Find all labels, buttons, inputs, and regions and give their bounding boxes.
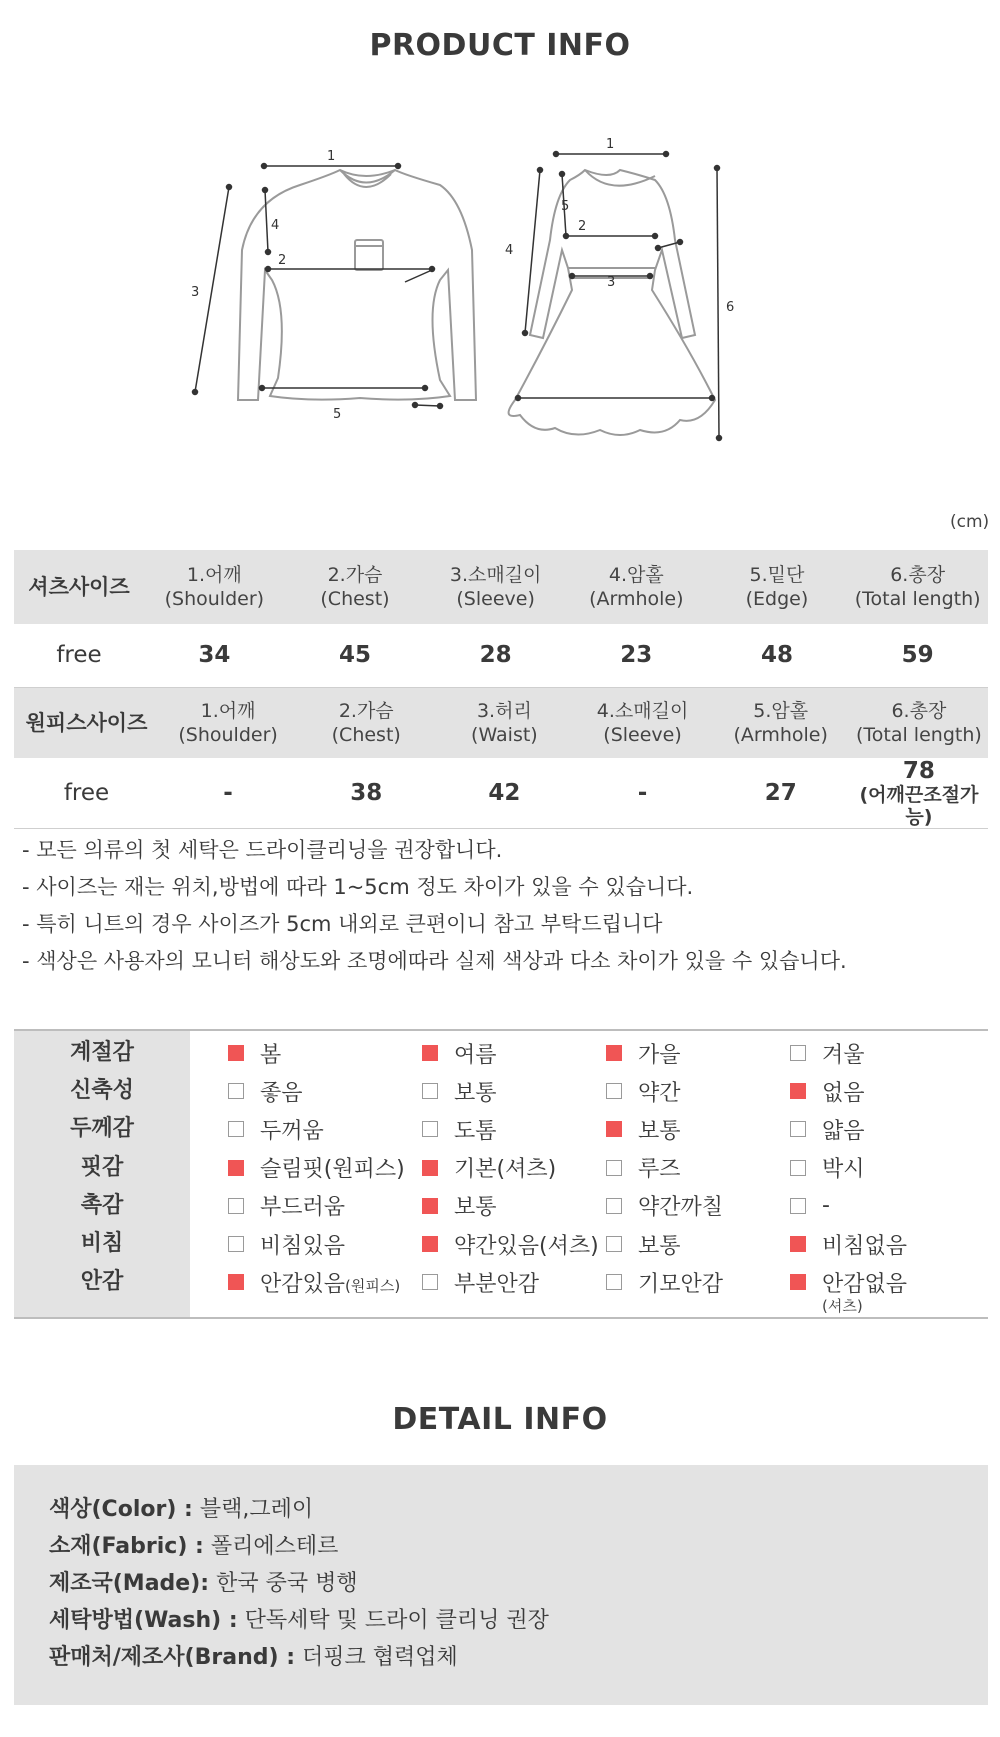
property-row (14, 1187, 988, 1225)
unchecked-box-icon[interactable] (228, 1236, 244, 1252)
shirt-value-edge: 48 (760, 642, 793, 669)
shirt-size-free: free (56, 642, 102, 669)
dress-label-3: 3 (607, 275, 616, 290)
property-option-label: 없음 (822, 1080, 865, 1106)
shirt-header-armhole: 4.암홀 (Armhole) (566, 550, 707, 624)
property-option[interactable] (422, 1225, 599, 1263)
property-option[interactable] (606, 1110, 681, 1148)
property-option[interactable] (790, 1225, 907, 1263)
unchecked-box-icon[interactable] (606, 1236, 622, 1252)
unchecked-box-icon[interactable] (422, 1274, 438, 1290)
property-option[interactable] (606, 1225, 681, 1263)
property-option[interactable] (228, 1149, 405, 1187)
property-option[interactable] (422, 1110, 497, 1148)
property-option[interactable] (422, 1187, 497, 1225)
unchecked-box-icon[interactable] (790, 1045, 806, 1061)
property-row (14, 1110, 988, 1148)
property-option-label: 기본(셔츠) (454, 1157, 557, 1183)
checked-box-icon[interactable] (228, 1160, 244, 1176)
property-option[interactable] (228, 1187, 345, 1225)
dress-header-chest: 2.가슴 (Chest) (297, 688, 435, 758)
property-row (14, 1225, 988, 1263)
property-option-label: 안감있음(원피스) (260, 1271, 401, 1297)
shirt-value-shoulder: 34 (198, 642, 231, 669)
shirt-label-3: 3 (191, 285, 200, 300)
unchecked-box-icon[interactable] (228, 1198, 244, 1214)
property-option-label: 보통 (638, 1233, 681, 1259)
shirt-illustration (238, 170, 476, 400)
property-label: 신축성 (70, 1078, 134, 1104)
checked-box-icon[interactable] (606, 1045, 622, 1061)
checked-box-icon[interactable] (228, 1274, 244, 1290)
dress-strap-note: (어깨끈조절가능) (859, 784, 979, 828)
property-option-label: 안감없음 (822, 1271, 908, 1297)
checked-box-icon[interactable] (422, 1198, 438, 1214)
property-option[interactable] (228, 1110, 324, 1148)
detail-brand: 판매처/제조사(Brand) : 더핑크 협력업체 (49, 1645, 458, 1670)
dress-label-2: 2 (578, 219, 587, 234)
shirt-header-shoulder: 1.어깨 (Shoulder) (144, 550, 285, 624)
property-option[interactable] (606, 1187, 723, 1225)
unchecked-box-icon[interactable] (228, 1121, 244, 1137)
unchecked-box-icon[interactable] (228, 1083, 244, 1099)
property-label: 안감 (80, 1269, 124, 1295)
dress-value-total-length: 78 (어깨끈조절가능) (850, 758, 988, 829)
detail-color: 색상(Color) : 블랙,그레이 (49, 1497, 314, 1522)
fabric-properties (14, 1029, 988, 1319)
checked-box-icon[interactable] (606, 1121, 622, 1137)
unchecked-box-icon[interactable] (606, 1274, 622, 1290)
shirt-header-chest: 2.가슴 (Chest) (285, 550, 426, 624)
property-option-label: 가을 (638, 1042, 681, 1068)
property-option-label: 루즈 (638, 1157, 681, 1183)
shirt-header-sleeve: 3.소매길이 (Sleeve) (425, 550, 566, 624)
shirt-label-2: 2 (278, 253, 287, 268)
shirt-header-edge: 5.밑단 (Edge) (707, 550, 848, 624)
property-row (14, 1149, 988, 1187)
lining-none-sublabel: (셔츠) (822, 1297, 863, 1316)
detail-wash: 세탁방법(Wash) : 단독세탁 및 드라이 클리닝 권장 (49, 1608, 549, 1633)
property-option-label: 보통 (638, 1118, 681, 1144)
detail-info-box (14, 1465, 988, 1705)
property-label: 계절감 (70, 1040, 134, 1065)
shirt-header-total-length: 6.총장 (Total length) (847, 550, 988, 624)
property-option-sublabel: (원피스) (345, 1276, 401, 1295)
dress-measure-lines (516, 152, 722, 441)
property-option[interactable] (606, 1034, 681, 1072)
property-option-label: 부드러움 (260, 1195, 346, 1221)
dress-value-waist: 42 (488, 780, 521, 806)
property-option[interactable] (422, 1149, 556, 1187)
unchecked-box-icon[interactable] (606, 1160, 622, 1176)
property-label: 촉감 (80, 1192, 124, 1218)
dress-value-armhole: 27 (764, 780, 797, 806)
property-option[interactable] (228, 1263, 400, 1301)
property-label: 핏감 (80, 1154, 124, 1180)
note-line: - 사이즈는 재는 위치,방법에 따라 1~5cm 정도 차이가 있을 수 있습니다. (22, 875, 694, 899)
property-option-label: 봄 (260, 1042, 282, 1068)
dress-value-sleeve: - (637, 780, 648, 806)
measurement-diagram (191, 137, 840, 500)
checked-box-icon[interactable] (422, 1045, 438, 1061)
property-option-label: - (822, 1193, 830, 1219)
dress-size-free: free (63, 780, 110, 806)
dress-header-total-length: 6.총장 (Total length) (850, 688, 988, 758)
property-option-label: 얇음 (822, 1118, 865, 1144)
unit-label: (cm) (950, 512, 990, 532)
dress-label-5: 5 (561, 199, 570, 214)
property-row (14, 1072, 988, 1110)
detail-info-title: DETAIL INFO (392, 1402, 608, 1437)
property-option[interactable] (606, 1263, 723, 1301)
property-option-label: 박시 (822, 1157, 865, 1183)
note-line: - 모든 의류의 첫 세탁은 드라이클리닝을 권장합니다. (22, 838, 503, 862)
property-option-label: 약간있음(셔츠) (454, 1233, 599, 1259)
shirt-value-sleeve: 28 (479, 642, 512, 669)
shirt-size-title: 셔츠사이즈 (14, 550, 144, 624)
property-option[interactable] (790, 1187, 830, 1225)
detail-fabric: 소재(Fabric) : 폴리에스테르 (49, 1534, 339, 1559)
shirt-label-1: 1 (327, 149, 336, 164)
unchecked-box-icon[interactable] (790, 1198, 806, 1214)
product-info-title: PRODUCT INFO (369, 28, 631, 63)
property-option-label: 겨울 (822, 1042, 865, 1068)
property-label: 비침 (80, 1231, 124, 1256)
property-option[interactable] (422, 1263, 539, 1301)
property-option-label: 약간 (638, 1080, 681, 1106)
dress-size-table (14, 688, 988, 829)
property-option[interactable] (228, 1072, 303, 1110)
dress-label-1: 1 (606, 137, 615, 152)
property-option[interactable] (790, 1034, 865, 1072)
dress-label-4: 4 (505, 243, 514, 258)
note-line: - 색상은 사용자의 모니터 해상도와 조명에따라 실제 색상과 다소 차이가 있을 수 있습니다. (22, 949, 847, 973)
dress-size-header-row (14, 688, 988, 758)
dress-size-values-row (14, 758, 988, 829)
property-label: 두께감 (70, 1116, 134, 1142)
detail-made: 제조국(Made): 한국 중국 병행 (49, 1571, 358, 1596)
checked-box-icon[interactable] (422, 1236, 438, 1252)
property-option[interactable] (422, 1034, 497, 1072)
shirt-size-values-row (14, 624, 988, 687)
checked-box-icon[interactable] (790, 1236, 806, 1252)
property-option-label: 보통 (454, 1080, 497, 1106)
unchecked-box-icon[interactable] (422, 1121, 438, 1137)
unchecked-box-icon[interactable] (606, 1198, 622, 1214)
property-option[interactable] (228, 1225, 345, 1263)
property-option-label: 도톰 (454, 1118, 497, 1144)
property-option-label: 여름 (454, 1042, 497, 1068)
property-option-label: 좋음 (260, 1080, 303, 1106)
checked-box-icon[interactable] (790, 1083, 806, 1099)
property-option-label: 보통 (454, 1195, 497, 1221)
property-option[interactable] (790, 1110, 865, 1148)
unchecked-box-icon[interactable] (422, 1083, 438, 1099)
property-option-label: 부분안감 (454, 1271, 540, 1297)
property-option-label: 기모안감 (638, 1271, 724, 1297)
unchecked-box-icon[interactable] (790, 1121, 806, 1137)
property-option[interactable] (790, 1149, 865, 1187)
property-option[interactable] (228, 1034, 281, 1072)
dress-header-armhole: 5.암홀 (Armhole) (712, 688, 850, 758)
property-row (14, 1034, 988, 1072)
dress-header-sleeve: 4.소매길이 (Sleeve) (573, 688, 711, 758)
property-option[interactable] (422, 1072, 497, 1110)
dress-size-title: 원피스사이즈 (14, 688, 159, 758)
dress-illustration (509, 170, 715, 435)
shirt-size-table (14, 550, 988, 688)
property-option[interactable] (790, 1072, 865, 1110)
note-line: - 특히 니트의 경우 사이즈가 5cm 내외로 큰편이니 참고 부탁드립니다 (22, 912, 663, 936)
dress-header-shoulder: 1.어깨 (Shoulder) (159, 688, 297, 758)
dress-value-chest: 38 (350, 780, 383, 806)
dress-header-waist: 3.허리 (Waist) (435, 688, 573, 758)
property-option-label: 두꺼움 (260, 1118, 324, 1144)
dress-value-shoulder: - (223, 780, 233, 806)
shirt-measure-lines (193, 164, 443, 409)
property-option-label: 약간까칠 (638, 1195, 724, 1221)
shirt-value-total-length: 59 (901, 642, 934, 669)
checked-box-icon[interactable] (228, 1045, 244, 1061)
shirt-value-armhole: 23 (620, 642, 653, 669)
shirt-label-5: 5 (333, 407, 342, 422)
shirt-size-header-row (14, 550, 988, 624)
checked-box-icon[interactable] (790, 1274, 806, 1290)
property-option-label: 비침없음 (822, 1233, 908, 1259)
unchecked-box-icon[interactable] (790, 1160, 806, 1176)
dress-label-6: 6 (726, 300, 735, 315)
checked-box-icon[interactable] (422, 1160, 438, 1176)
property-option-label: 슬림핏(원피스) (260, 1157, 405, 1183)
shirt-value-chest: 45 (338, 642, 371, 669)
unchecked-box-icon[interactable] (606, 1083, 622, 1099)
property-option-label: 비침있음 (260, 1233, 346, 1259)
property-option[interactable] (606, 1072, 681, 1110)
property-option[interactable] (606, 1149, 681, 1187)
shirt-label-4: 4 (271, 218, 280, 233)
care-notes (22, 832, 982, 980)
